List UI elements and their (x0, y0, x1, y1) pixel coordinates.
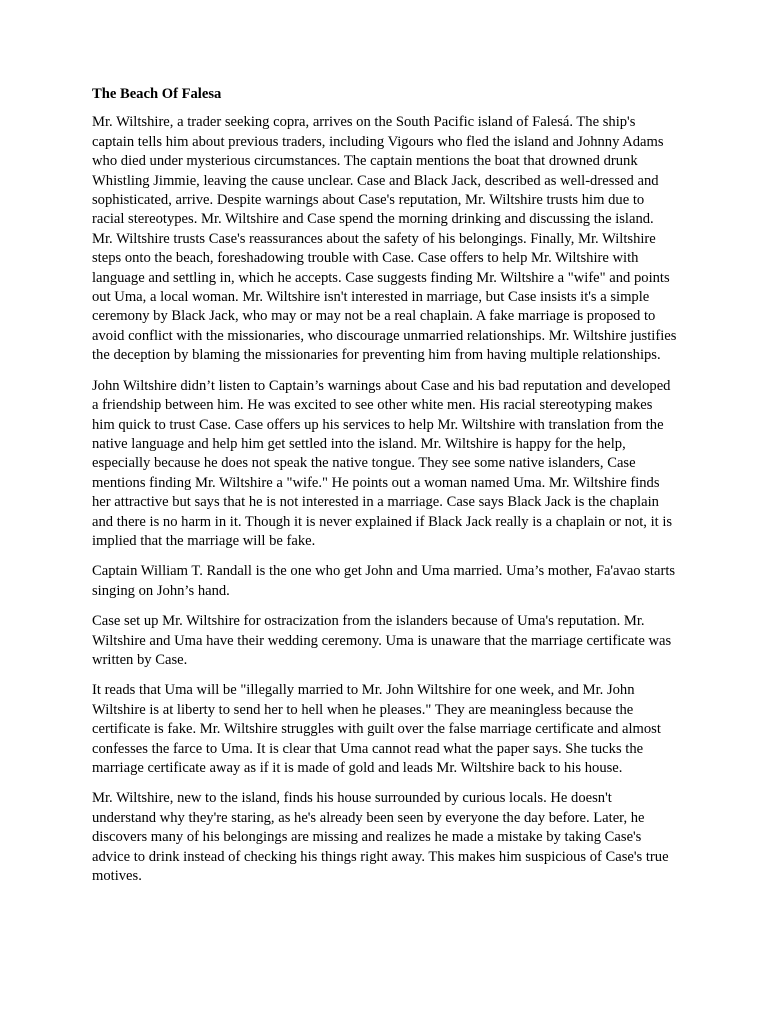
document-page (92, 85, 678, 897)
paragraph-2: John Wiltshire didn’t listen to Captain’s warnings about Case and his bad reputation and developed a friendship between him. He was excited to see other white men. His racial stereotyping makes him quick to trust Case. Case offers up his services to help Mr. Wiltshire with translation from the native language and help him get settled into the island. Mr. Wiltshire is happy for the help, especially because he does not speak the native tongue. They see some native islanders, Case mentions finding Mr. Wiltshire a "wife." He points out a woman named Uma. Mr. Wiltshire finds her attractive but says that he is not interested in a marriage. Case says Black Jack is the chaplain and there is no harm in it. Though it is never explained if Black Jack really is a chaplain or not, it is implied that the marriage will be fake. (92, 377, 673, 549)
paragraph-1: Mr. Wiltshire, a trader seeking copra, arrives on the South Pacific island of Falesá. The ship's captain tells him about previous traders, including Vigours who fled the island and Johnny Adams who died under mysterious circumstances. The captain mentions the boat that drowned drunk Whistling Jimmie, leaving the cause unclear. Case and Black Jack, described as well-dressed and sophisticated, arrive. Despite warnings about Case's reputation, Mr. Wiltshire trusts him due to racial stereotypes. Mr. Wiltshire and Case spend the morning drinking and discussing the island. Mr. Wiltshire trusts Case's reassurances about the safety of his belongings. Finally, Mr. Wiltshire steps onto the beach, foreshadowing trouble with Case. Case offers to help Mr. Wiltshire with language and settling in, which he accepts. Case suggests finding Mr. Wiltshire a "wife" and points out Uma, a local woman. Mr. Wiltshire isn't interested in marriage, but Case insists it's a simple ceremony by Black Jack, who may or may not be a real chaplain. A fake marriage is proposed to avoid conflict with the missionaries, who discourage unmarried relationships. Mr. Wiltshire justifies the deception by blaming the missionaries for preventing him from having multiple relationships. (92, 114, 677, 364)
paragraph-3: Captain William T. Randall is the one who get John and Uma married. Uma’s mother, Fa'avao starts singing on John’s hand. (92, 563, 676, 599)
document-title: The Beach Of Falesa (92, 86, 222, 102)
paragraph-6: Mr. Wiltshire, new to the island, finds his house surrounded by curious locals. He doesn't understand why they're staring, as he's already been seen by everyone the day before. Later, he discovers many of his belongings are missing and realizes he made a mistake by taking Case's advice to drink instead of checking his things right away. This makes him suspicious of Case's true motives. (92, 790, 669, 885)
paragraph-4: Case set up Mr. Wiltshire for ostracization from the islanders because of Uma's reputation. Mr. Wiltshire and Uma have their wedding ceremony. Uma is unaware that the marriage certificate was written by Case. (92, 613, 672, 668)
paragraph-5: It reads that Uma will be "illegally married to Mr. John Wiltshire for one week, and Mr. John Wiltshire is at liberty to send her to hell when he pleases." They are meaningless because the certificate is fake. Mr. Wiltshire struggles with guilt over the false marriage certificate and almost confesses the farce to Uma. It is clear that Uma cannot read what the paper says. She tucks the marriage certificate away as if it is made of gold and leads Mr. Wiltshire back to his house. (92, 682, 661, 776)
